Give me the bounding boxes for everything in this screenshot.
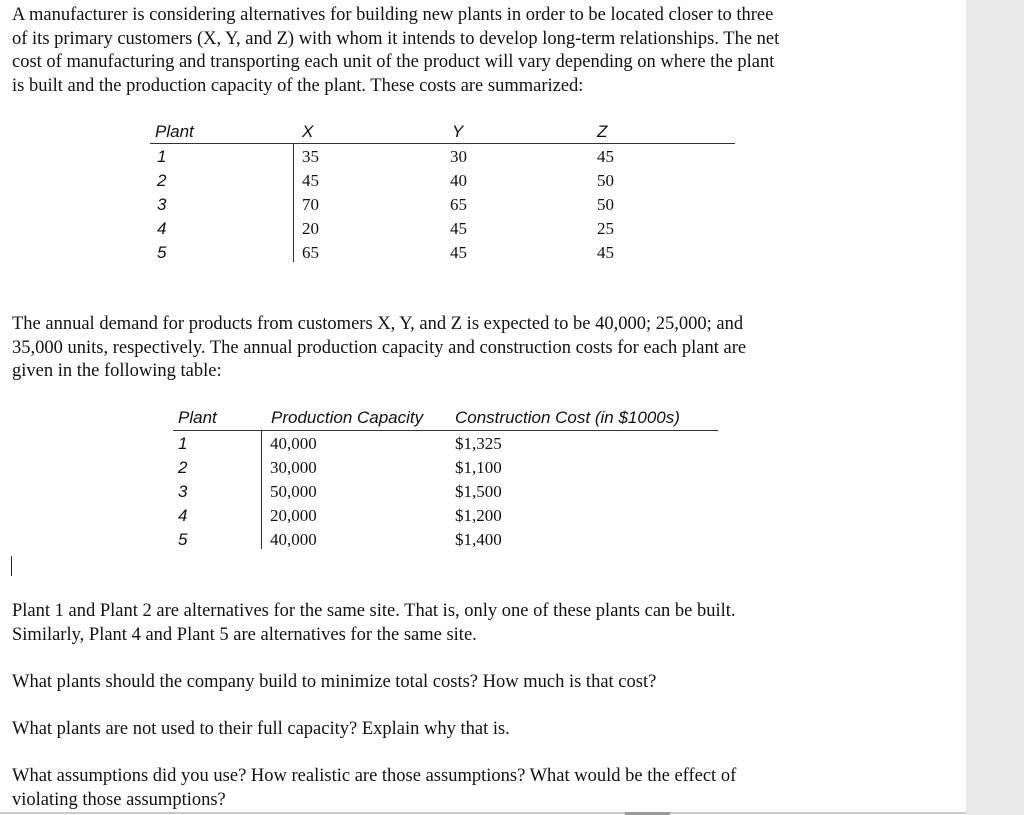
cost-cell-x: 65 — [302, 243, 319, 262]
alternatives-paragraph — [12, 600, 912, 647]
demand-paragraph — [12, 313, 912, 384]
demand-line: 35,000 units, respectively. The annual production capacity and construction costs for each plant are — [12, 337, 747, 358]
alternatives-line: Plant 1 and Plant 2 are alternatives for the same site. That is, only one of these plants can be built. — [12, 601, 736, 621]
intro-line: A manufacturer is considering alternatives for building new plants in order to be located closer to three — [12, 5, 774, 25]
cost-cell-y: 45 — [450, 219, 467, 238]
capacity-header-production: Production Capacity — [271, 408, 424, 427]
cost-cell-plant: 4 — [157, 219, 167, 238]
capacity-header-construction: Construction Cost (in $1000s) — [455, 408, 680, 427]
capacity-cell-production: 30,000 — [270, 458, 317, 477]
question-line: violating those assumptions? — [12, 789, 226, 810]
question-3 — [12, 765, 912, 812]
cost-cell-x: 45 — [302, 171, 319, 190]
question-line: What assumptions did you use? How realistic are those assumptions? What would be the effect of — [12, 766, 737, 786]
capacity-cell-construction: $1,325 — [455, 434, 502, 453]
cost-cell-y: 40 — [450, 171, 467, 190]
capacity-header-plant: Plant — [178, 408, 217, 427]
capacity-cell-construction: $1,100 — [455, 458, 502, 477]
cost-cell-plant: 2 — [157, 171, 167, 190]
capacity-cell-production: 40,000 — [270, 434, 317, 453]
capacity-cell-construction: $1,200 — [455, 506, 502, 525]
capacity-cell-plant: 1 — [178, 434, 188, 453]
intro-line: cost of manufacturing and transporting each unit of the product will vary depending on where the plant — [12, 52, 775, 72]
cost-cell-y: 65 — [450, 195, 467, 214]
capacity-table-column-rule — [261, 431, 262, 549]
cost-cell-z: 45 — [597, 147, 614, 166]
cost-table-column-rule — [293, 144, 294, 262]
cost-header-plant: Plant — [155, 122, 194, 141]
question-1 — [12, 671, 912, 695]
cost-cell-plant: 5 — [157, 243, 167, 262]
cost-cell-x: 35 — [302, 147, 319, 166]
intro-paragraph — [12, 4, 912, 98]
capacity-cell-construction: $1,400 — [455, 530, 502, 549]
cost-cell-plant: 1 — [157, 147, 167, 166]
cost-table-header-rule — [150, 143, 735, 144]
cost-cell-z: 50 — [597, 195, 614, 214]
cost-cell-y: 30 — [450, 147, 467, 166]
capacity-cell-production: 50,000 — [270, 482, 317, 501]
capacity-cell-plant: 3 — [178, 482, 188, 501]
question-line: What plants are not used to their full capacity? Explain why that is. — [12, 719, 510, 739]
question-2 — [12, 718, 912, 742]
capacity-cell-production: 20,000 — [270, 506, 317, 525]
capacity-cell-plant: 2 — [178, 458, 188, 477]
cost-cell-z: 45 — [597, 243, 614, 262]
cost-cell-x: 20 — [302, 219, 319, 238]
intro-line: is built and the production capacity of the plant. These costs are summarized: — [12, 75, 584, 96]
page-bottom-edge — [0, 812, 966, 814]
capacity-cell-plant: 5 — [178, 530, 188, 549]
demand-line: given in the following table: — [12, 361, 222, 381]
cost-header-x: X — [302, 122, 314, 141]
intro-line: of its primary customers (X, Y, and Z) with whom it intends to develop long-term relationships. The net — [12, 28, 780, 49]
alternatives-line: Similarly, Plant 4 and Plant 5 are alternatives for the same site. — [12, 624, 477, 645]
cost-cell-z: 50 — [597, 171, 614, 190]
capacity-cell-construction: $1,500 — [455, 482, 502, 501]
question-line: What plants should the company build to minimize total costs? How much is that cost? — [12, 672, 657, 692]
capacity-cell-plant: 4 — [178, 506, 188, 525]
capacity-table-header-rule — [173, 430, 718, 431]
cost-cell-x: 70 — [302, 195, 319, 214]
cost-cell-plant: 3 — [157, 195, 167, 214]
cost-cell-y: 45 — [450, 243, 467, 262]
cost-header-y: Y — [452, 122, 464, 141]
cost-header-z: Z — [597, 122, 608, 141]
page-side-margin — [966, 0, 1024, 815]
cost-cell-z: 25 — [597, 219, 614, 238]
demand-line: The annual demand for products from customers X, Y, and Z is expected to be 40,000; 25,000; and — [12, 314, 744, 334]
capacity-cell-production: 40,000 — [270, 530, 317, 549]
text-cursor — [11, 556, 12, 576]
